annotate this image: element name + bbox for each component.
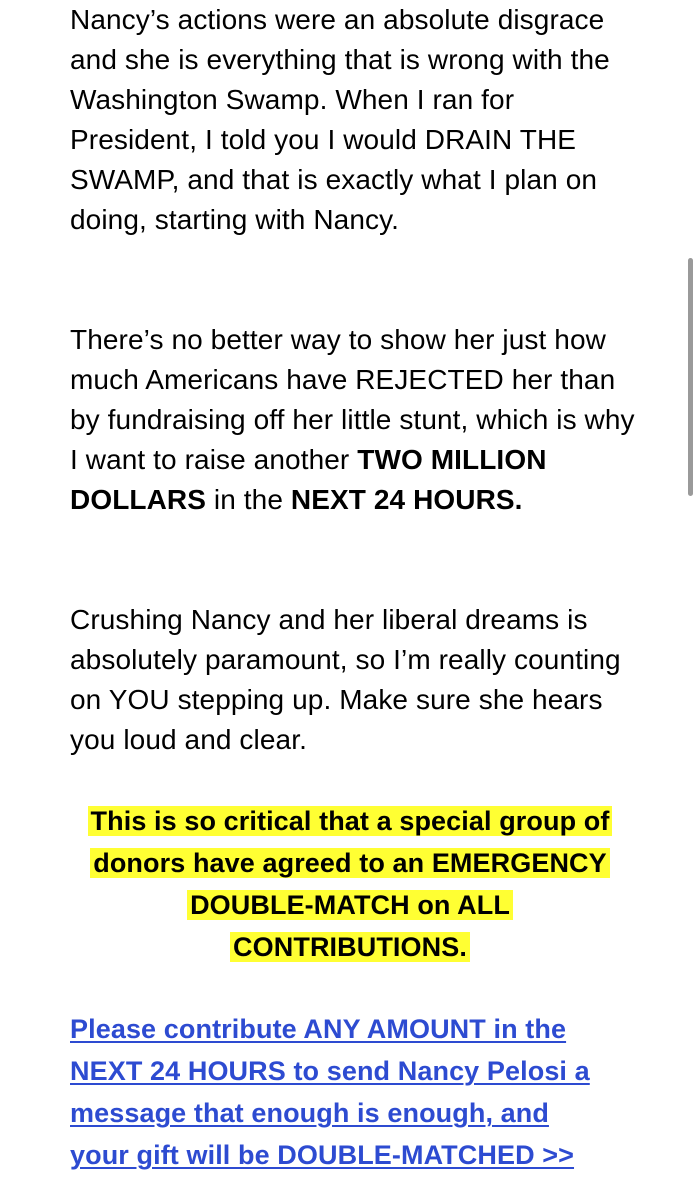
highlighted-text: This is so critical that a special group of donors have agreed to an EMERGENCY DOUBLE-MATCH on ALL CONTRIBUTIONS. [88,806,613,962]
scrollbar[interactable] [688,258,693,496]
deadline-text: NEXT 24 HOURS. [290,484,523,515]
cta-block [70,1008,610,1176]
contribute-link[interactable]: Please contribute ANY AMOUNT in the NEXT 24 HOURS to send Nancy Pelosi a message that enough is enough, and your gift will be DOUBLE-MATCHED >> [70,1014,590,1170]
highlight-block [70,800,630,968]
goal-amount: TWO MILLION DOLLARS [70,444,547,515]
paragraph-fundraising [70,320,640,520]
paragraph-crushing: Crushing Nancy and her liberal dreams is absolutely paramount, so I’m really counting on YOU stepping up. Make sure she hears you loud and clear. [70,604,621,755]
paragraph-swamp: Nancy’s actions were an absolute disgrace and she is everything that is wrong with the Washington Swamp. When I ran for President, I told you I would DRAIN THE SWAMP, and that is exactly what I plan on doing, starting with Nancy. [70,4,610,235]
paragraph-fundraising-text: There’s no better way to show her just how much Americans have REJECTED her than by fundraising off her little stunt, which is why I want to raise another [70,324,635,475]
paragraph-fundraising-text-2: in the [206,484,291,515]
